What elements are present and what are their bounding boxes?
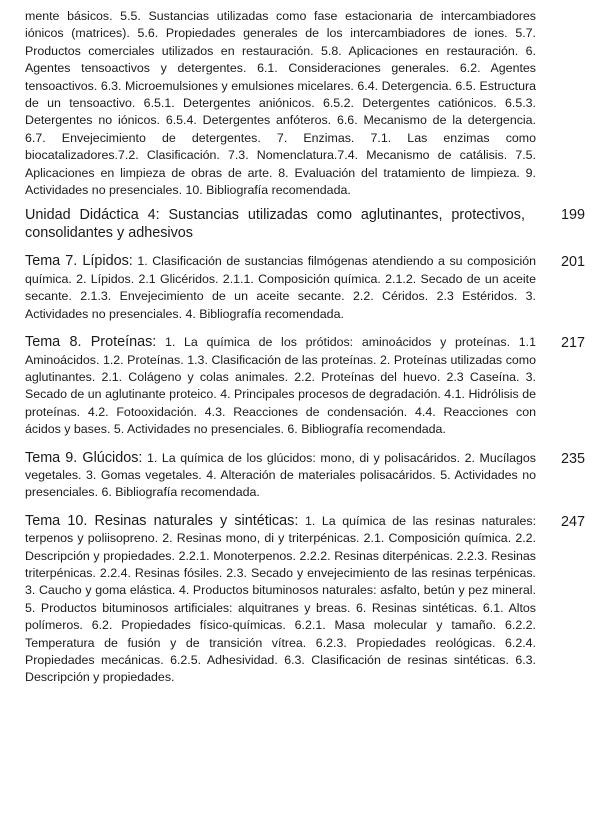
entry-text <box>25 253 536 323</box>
toc-entry-tema-8 <box>25 334 585 438</box>
entry-heading: Tema 8. Proteínas: <box>25 334 157 351</box>
page-number: 199 <box>560 207 585 224</box>
entry-heading: Tema 10. Resinas naturales y sintéticas: <box>25 512 299 529</box>
page-number: 217 <box>560 335 585 352</box>
entry-text <box>25 513 536 687</box>
entry-text <box>25 450 536 502</box>
toc-entry-unit-4 <box>25 206 585 242</box>
entry-heading: Tema 7. Lípidos: <box>25 253 133 270</box>
unit-title: Unidad Didáctica 4: Sustancias utilizadas como aglutinantes, protectivos, consolidantes y adhesivos <box>25 207 525 242</box>
entry-heading: Tema 9. Glúcidos: <box>25 449 143 466</box>
toc-page <box>25 8 585 687</box>
page-number: 201 <box>560 254 585 271</box>
page-number: 247 <box>560 513 585 530</box>
entry-description: 1. La química de los glúcidos: mono, di y polisacáridos. 2. Mucílagos vegetales. 3. Gomas vegetales. 4. Alteración de materiales polisacáridos. 5. Actividades no presenciales. 6. Bibliografía recomendada. <box>25 450 536 500</box>
entry-description: 1. Clasificación de sustancias filmógenas atendiendo a su composición química. 2. Lípidos. 2.1 Glicéridos. 2.1.1. Composición química. 2.1.2. Secado de un aceite secante. 2.1.3. Envejecimiento de un aceite secante. 2.2. Céridos. 2.3 Estéridos. 3. Actividades no presenciales. 4. Bibliografía recomendada. <box>25 254 536 321</box>
toc-entry-tema-7 <box>25 253 585 323</box>
toc-entry-tema-10 <box>25 513 585 687</box>
entry-text <box>25 334 536 438</box>
entry-description: 1. La química de los prótidos: aminoácidos y proteínas. 1.1 Aminoácidos. 1.2. Proteínas. 1.3. Clasificación de las proteínas. 2. Proteínas utilizadas como aglutinantes. 2.1. Colágeno y colas animales. 2.2. Proteínas del huevo. 2.3 Caseína. 3. Secado de un aglutinante proteico. 4. Principales procesos de degradación. 4.1. Hidrólisis de proteínas. 4.2. Fotooxidación. 4.3. Reacciones de condensación. 4.4. Reacciones con ácidos y bases. 5. Actividades no presenciales. 6. Bibliografía recomendada. <box>25 335 536 437</box>
continued-entry-text: mente básicos. 5.5. Sustancias utilizadas como fase estacionaria de intercambiadores iónicos (matrices). 5.6. Propiedades generales de los intercambiadores de iones. 5.7. Productos comerciales utilizados en restauración. 5.8. Aplicaciones en restauración. 6. Agentes tensoactivos y detergentes. 6.1. Consideraciones generales. 6.2. Agentes tensoactivos. 6.3. Microemulsiones y emulsiones micelares. 6.4. Detergencia. 6.5. Estructura de un tensoactivo. 6.5.1. Detergentes aniónicos. 6.5.2. Detergentes catiónicos. 6.5.3. Detergentes no iónicos. 6.5.4. Detergentes anfóteros. 6.6. Mecanismo de la detergencia. 6.7. Envejecimiento de detergentes. 7. Enzimas. 7.1. Las enzimas como biocatalizadores.7.2. Clasificación. 7.3. Nomenclatura.7.4. Mecanismo de catálisis. 7.5. Aplicaciones en limpieza de obras de arte. 8. Evaluación del tratamiento de limpieza. 9. Actividades no presenciales. 10. Bibliografía recomendada. <box>25 9 536 198</box>
entry-description: 1. La química de las resinas naturales: terpenos y poliisopreno. 2. Resinas mono, di y triterpénicas. 2.1. Composición química. 2.2. Descripción y propiedades. 2.2.1. Monoterpenos. 2.2.2. Resinas diterpénicas. 2.2.3. Resinas triterpénicas. 2.2.4. Resinas fósiles. 2.3. Secado y envejecimiento de las resinas terpénicas. 3. Caucho y goma elástica. 4. Productos bituminosos naturales: asfalto, betún y pez mineral. 5. Productos bituminosos artificiales: alquitranes y breas. 6. Resinas sintéticas. 6.1. Altos polímeros. 6.2. Propiedades físico-químicas. 6.2.1. Masa molecular y tamaño. 6.2.2. Temperatura de fusión y de transición vítrea. 6.2.3. Propiedades reológicas. 6.2.4. Propiedades mecánicas. 6.2.5. Adhesividad. 6.3. Clasificación de resinas sintéticas. 6.3. Descripción y propiedades. <box>25 513 537 685</box>
page-number: 235 <box>560 450 585 467</box>
toc-entry-tema-9 <box>25 450 585 502</box>
